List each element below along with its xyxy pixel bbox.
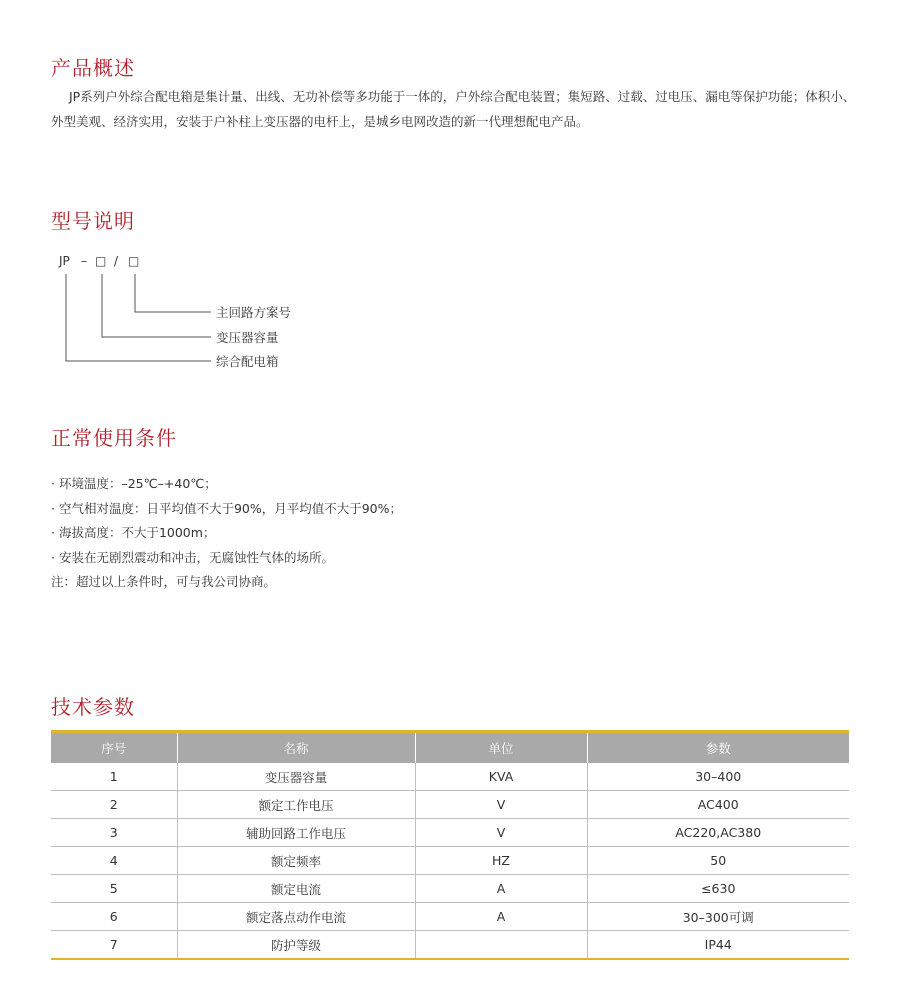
cell-param: 50 (587, 847, 849, 875)
cell-name: 额定频率 (177, 847, 415, 875)
table-row (51, 819, 849, 847)
model-code-dash: – (81, 254, 87, 268)
conditions-list (51, 472, 402, 595)
cell-index: 6 (51, 903, 177, 931)
cell-param: AC400 (587, 791, 849, 819)
table-row (51, 791, 849, 819)
cell-name: 额定电流 (177, 875, 415, 903)
cell-unit (415, 931, 587, 960)
tech-title: 技术参数 (51, 695, 135, 719)
cell-param: AC220,AC380 (587, 819, 849, 847)
condition-item-installation: · 安装在无剧烈震动和冲击，无腐蚀性气体的场所。 (51, 549, 334, 565)
overview-title: 产品概述 (51, 56, 135, 80)
condition-item-temperature: · 环境温度：–25℃–+40℃； (51, 476, 217, 491)
table-row (51, 763, 849, 791)
cell-index: 1 (51, 763, 177, 791)
model-code-box-1: □ (95, 254, 107, 268)
header-unit: 单位 (415, 732, 587, 764)
cell-name: 辅助回路工作电压 (177, 819, 415, 847)
model-diagram (51, 250, 451, 380)
cell-index: 2 (51, 791, 177, 819)
table-row (51, 931, 849, 960)
table-row (51, 903, 849, 931)
cell-index: 3 (51, 819, 177, 847)
cell-index: 7 (51, 931, 177, 960)
header-index: 序号 (51, 732, 177, 764)
header-name: 名称 (177, 732, 415, 764)
cell-unit: V (415, 819, 587, 847)
cell-index: 4 (51, 847, 177, 875)
condition-note: 注：超过以上条件时，可与我公司协商。 (51, 574, 277, 589)
model-code-box-2: □ (128, 254, 140, 268)
model-title: 型号说明 (51, 209, 135, 233)
cell-unit: A (415, 903, 587, 931)
model-code-slash: / (114, 254, 119, 268)
cell-unit: KVA (415, 763, 587, 791)
cell-index: 5 (51, 875, 177, 903)
cell-name: 额定落点动作电流 (177, 903, 415, 931)
overview-text: JP系列户外综合配电箱是集计量、出线、无功补偿等多功能于一体的，户外综合配电装置；集短路、过载、过电压、漏电等保护功能；体积小、外型美观、经济实用，安装于户补柱上变压器的电杆上，是城乡电网改造的新一代理想配电产品。 (51, 89, 856, 129)
condition-item-humidity: · 空气相对温度：日平均值不大于90%，月平均值不大于90%； (51, 500, 403, 516)
conditions-title: 正常使用条件 (51, 426, 177, 450)
cell-param: 30–400 (587, 763, 849, 791)
cell-unit: V (415, 791, 587, 819)
model-label-main-circuit: 主回路方案号 (216, 305, 292, 320)
condition-item-altitude: · 海拔高度：不大于1000m； (51, 525, 216, 540)
cell-param: 30–300可调 (587, 903, 849, 931)
cell-name: 变压器容量 (177, 763, 415, 791)
cell-unit: A (415, 875, 587, 903)
cell-name: 额定工作电压 (177, 791, 415, 819)
cell-unit: HZ (415, 847, 587, 875)
model-code-prefix: JP (59, 254, 70, 268)
table-row (51, 847, 849, 875)
cell-param: ≤630 (587, 875, 849, 903)
header-param: 参数 (587, 732, 849, 764)
cell-param: IP44 (587, 931, 849, 960)
tech-params-table (51, 730, 849, 960)
table-row (51, 875, 849, 903)
table-header-row (51, 732, 849, 764)
model-label-transformer-capacity: 变压器容量 (216, 330, 279, 345)
model-label-distribution-box: 综合配电箱 (216, 354, 279, 369)
cell-name: 防护等级 (177, 931, 415, 960)
